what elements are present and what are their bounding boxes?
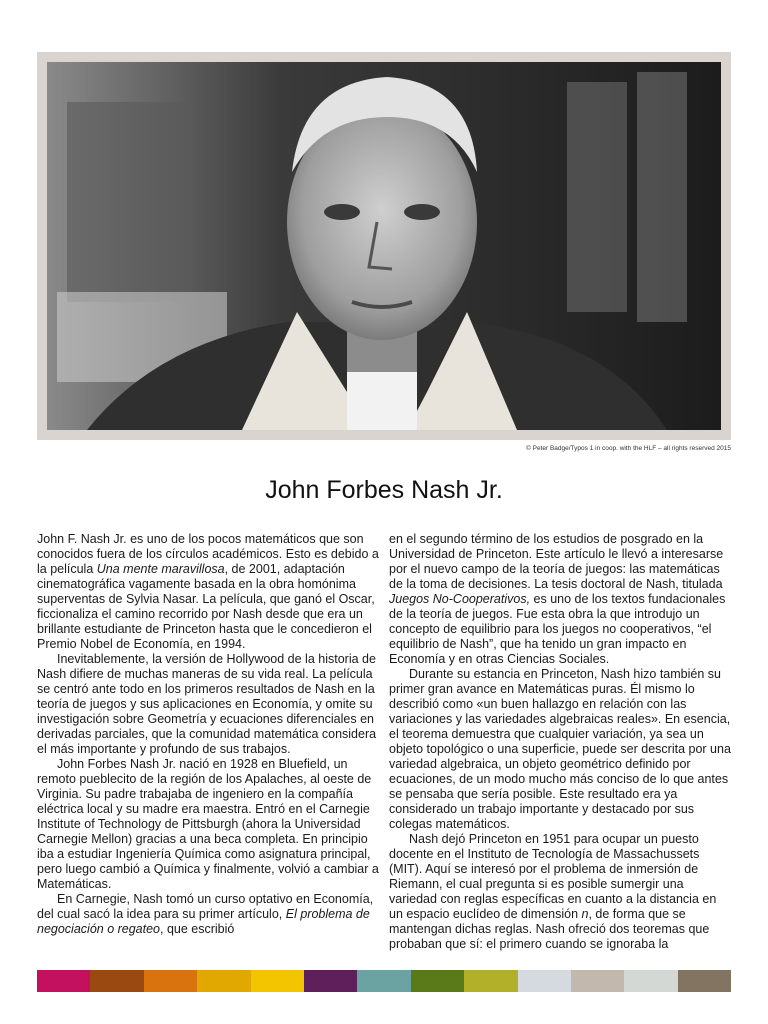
paragraph: Durante su estancia en Princeton, Nash hizo también su primer gran avance en Matemáticas puras. Él mismo lo describió como «un buen hallazgo en relación con las variaciones y las variedades algebraicas reales». En esencia, el teorema demuestra que cualquier variación, ya sea un objeto topológico o una superficie, puede ser descrita por una variedad algebraica, un objeto geométrico definido por ecuaciones, de un modo mucho más conciso de lo que antes se pensaba que sería posible. Este resultado era ya considerado un trabajo importante y destacado por sus colegas matemáticos. [389,667,731,831]
color-swatch [144,970,197,992]
color-swatch [357,970,410,992]
color-swatch [411,970,464,992]
paragraph: John Forbes Nash Jr. nació en 1928 en Bluefield, un remoto pueblecito de la región de los Apalaches, al oeste de Virginia. Su padre trabajaba de ingeniero en la compañía eléctrica local y su madre era maestra. Entró en el Carnegie Institute of Technology de Pittsburgh (ahora la Universidad Carnegie Mellon) gracias a una beca completa. En principio iba a estudiar Ingeniería Química como asignatura principal, pero luego cambió a Química y finalmente, volvió a cambiar a Matemáticas. [37,757,379,891]
paragraph: John F. Nash Jr. es uno de los pocos matemáticos que son conocidos fuera de los círculos académicos. Esto es debido a la película Una mente maravillosa, de 2001, adaptación cinematográfica vagamente basada en la obra homónima superventas de Sylvia Nasar. La película, que ganó el Oscar, ficcionaliza el camino recorrido por Nash desde que era un brillante estudiante de Princeton hasta que le concedieron el Premio Nobel de Economía, en 1994. [37,532,379,651]
color-swatch [464,970,517,992]
paragraph: En Carnegie, Nash tomó un curso optativo en Economía, del cual sacó la idea para su primer artículo, El problema de negociación o regateo, que escribió [37,892,374,936]
paragraph: Nash dejó Princeton en 1951 para ocupar un puesto docente en el Instituto de Tecnología de Massachussets (MIT). Aquí se interesó por el problema de inmersión de Riemann, el cual pregunta si es posible sumergir una variedad con reglas específicas en cuanto a la distancia en un espacio euclídeo de dimensión n, de forma que se mantengan dichas reglas. Nash ofreció dos teoremas que probaban que sí: el primero cuando se ignoraba la [389,832,717,951]
paragraph: Inevitablemente, la versión de Hollywood de la historia de Nash difiere de muchas maneras de su vida real. La película se centró ante todo en los primeros resultados de Nash en la teoría de juegos y sus aplicaciones en Economía, y omite su investigación sobre Geometría y ecuaciones diferenciales en derivadas parciales, que la comunidad matemática considera el más importante y profundo de sus trabajos. [37,652,377,756]
color-swatch [624,970,677,992]
color-swatch [518,970,571,992]
right-column [389,532,732,952]
paragraph: en el segundo término de los estudios de posgrado en la Universidad de Princeton. Este artículo le llevó a interesarse por el nuevo campo de la teoría de juegos: las matemáticas de la toma de decisiones. La tesis doctoral de Nash, titulada Juegos No-Cooperativos, es uno de los textos fundacionales de la teoría de juegos. Fue esta obra la que introdujo un concepto de equilibrio para los juegos no cooperativos, “el equilibrio de Nash”, que ha tenido un gran impacto en Economía y en otras Ciencias Sociales. [389,532,726,666]
color-swatch [251,970,304,992]
color-swatch [37,970,90,992]
color-swatch [90,970,143,992]
portrait-photo [47,62,721,430]
color-swatch [678,970,731,992]
left-column [37,532,380,937]
color-swatch [197,970,250,992]
color-swatch [304,970,357,992]
photo-frame [37,52,731,440]
color-swatch [571,970,624,992]
color-band [37,970,731,992]
page-title: John Forbes Nash Jr. [265,476,503,504]
photo-credit: © Peter Badge/Typos 1 in coop. with the HLF – all rights reserved 2015 [526,445,731,452]
